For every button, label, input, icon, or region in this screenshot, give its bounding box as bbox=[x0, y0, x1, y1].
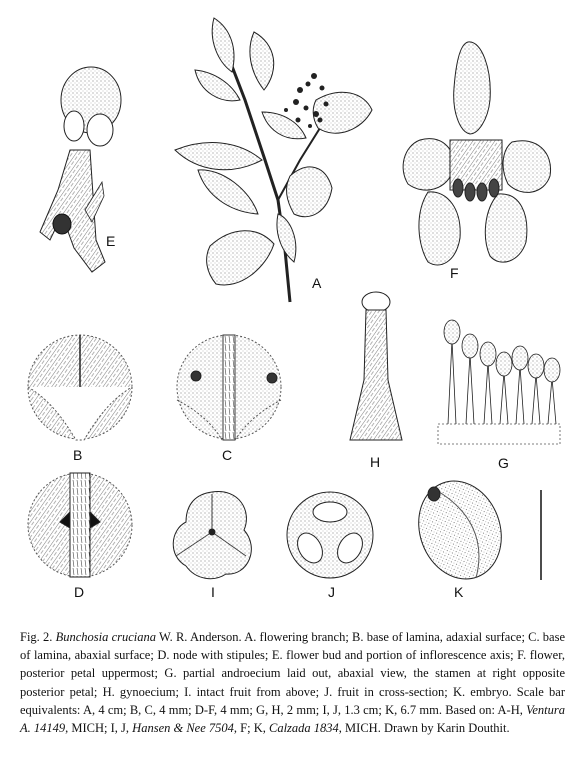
label-c: C bbox=[222, 447, 233, 463]
figure-g-androecium bbox=[438, 320, 560, 444]
figure-j-fruit-cross-section bbox=[287, 492, 373, 578]
figure-f-flower bbox=[403, 42, 550, 265]
caption-collector-hansen-nee: Hansen & Nee 7504 bbox=[132, 721, 234, 736]
label-i: I bbox=[211, 584, 215, 600]
label-h: H bbox=[370, 454, 381, 470]
figure-k-embryo bbox=[405, 469, 514, 590]
label-g: G bbox=[498, 455, 509, 471]
caption-fig-label: Fig. 2. bbox=[20, 630, 53, 644]
figure-a-flowering-branch bbox=[175, 18, 372, 302]
caption-herbarium-1: , MICH; I, J, bbox=[65, 721, 133, 736]
figure-b-lamina-adaxial bbox=[28, 335, 132, 440]
caption-species-name: Bunchosia cruciana bbox=[55, 630, 157, 644]
caption-collector-calzada: Calzada 1834 bbox=[268, 721, 339, 736]
label-k: K bbox=[454, 584, 464, 600]
label-e: E bbox=[106, 233, 116, 249]
label-d: D bbox=[74, 584, 85, 600]
label-b: B bbox=[73, 447, 83, 463]
label-f: F bbox=[450, 265, 459, 281]
figure-c-lamina-abaxial bbox=[177, 335, 281, 440]
caption-description: W. R. Anderson. A. flowering branch; B. base of lamina, adaxial surface; C. base of lamina, abaxial surface; D. node with stipules; E. flower bud and portion of inflorescence axis; F. flower, posterior petal uppermost; G. partial androecium laid out, abaxial view, the stamen at right opposite posterior petal; H. gynoecium; I. intact fruit from above; J. fruit in cross-section; K. embryo. Scale bar equivalents: A, 4 cm; B, C, 4 mm; D-F, 4 mm; G, H, 2 mm; I, J, 1.3 cm; K, 6.7 mm. Based on: A-H, bbox=[20, 630, 565, 717]
caption-collector-ventura: Ventura A. 14149 bbox=[20, 702, 565, 736]
label-j: J bbox=[328, 584, 335, 600]
label-a: A bbox=[312, 275, 322, 291]
figure-h-gynoecium bbox=[350, 292, 402, 440]
figure-caption bbox=[20, 628, 565, 737]
caption-herbarium-2: , F; K, bbox=[233, 721, 269, 736]
figure-d-node-stipules bbox=[28, 473, 132, 577]
caption-credit: , MICH. Drawn by Karin Douthit. bbox=[338, 721, 510, 736]
figure-i-intact-fruit bbox=[173, 492, 251, 579]
